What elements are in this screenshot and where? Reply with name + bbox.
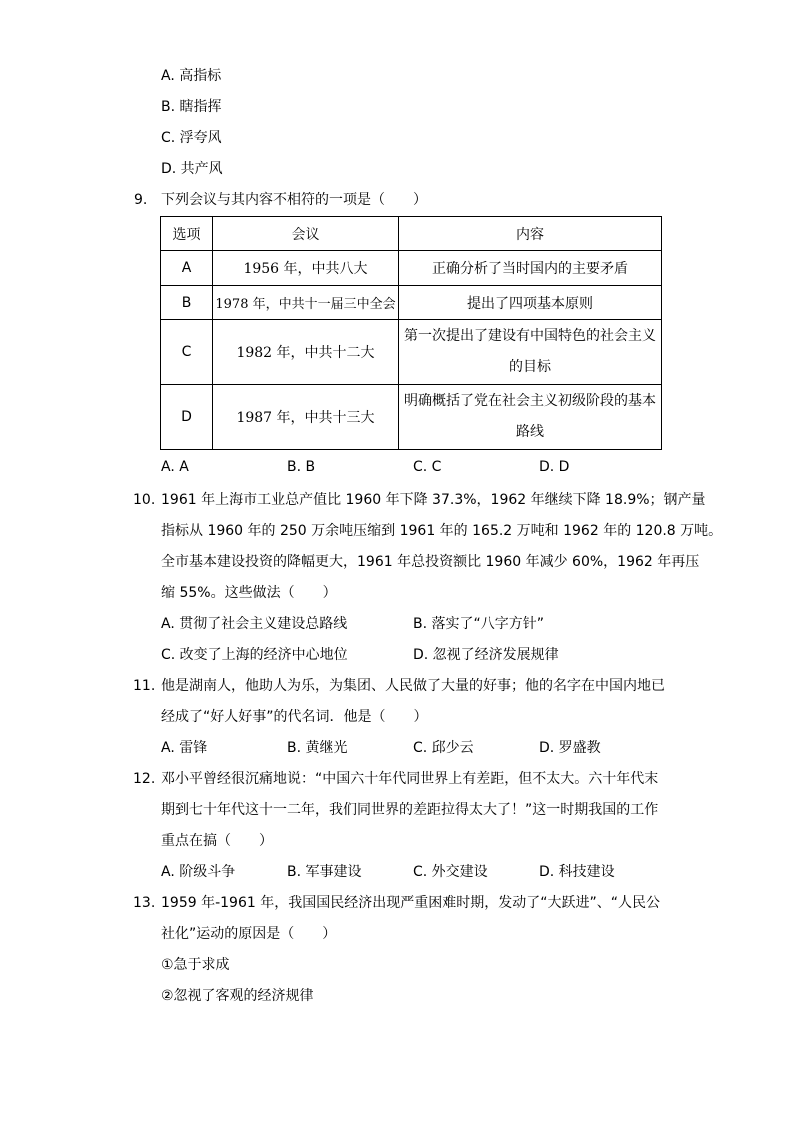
table-row: [161, 286, 662, 320]
table-cell-content-line: 的目标: [509, 359, 551, 375]
question-number: 12.: [133, 771, 156, 787]
q8-option-d: D. 共产风: [161, 161, 223, 177]
q9-option-c: C. C: [413, 459, 442, 475]
question-line: 重点在搞（ ）: [161, 833, 273, 849]
question-number: 9.: [134, 192, 148, 208]
q10-option-a: A. 贯彻了社会主义建设总路线: [161, 616, 348, 632]
question-line: 他是湖南人，他助人为乐，为集团、人民做了大量的好事；他的名字在中国内地已: [161, 678, 665, 694]
table-row: [161, 385, 662, 450]
q8-option-a: A. 高指标: [161, 68, 222, 84]
q12-option-a: A. 阶级斗争: [161, 864, 236, 880]
question-stem: 下列会议与其内容不相符的一项是（ ）: [161, 192, 427, 208]
question-number: 13.: [133, 895, 156, 911]
q10-option-c: C. 改变了上海的经济中心地位: [161, 647, 348, 663]
q8-option-c: C. 浮夸风: [161, 130, 222, 146]
q10-option-d: D. 忽视了经济发展规律: [413, 647, 559, 663]
q11-option-b: B. 黄继光: [287, 740, 348, 756]
q10-option-b: B. 落实了“八字方针”: [413, 616, 545, 632]
table-cell-meeting: 1956 年，中共八大: [213, 251, 399, 286]
table-cell-meeting: 1978 年，中共十一届三中全会: [213, 286, 399, 320]
table-cell-content-line: 明确概括了党在社会主义初级阶段的基本: [404, 393, 656, 409]
q9-option-a: A. A: [161, 459, 189, 475]
question-line: 社化”运动的原因是（ ）: [161, 926, 337, 942]
list-item: ②忽视了客观的经济规律: [161, 988, 314, 1004]
question-line: 全市基本建设投资的降幅更大，1961 年总投资额比 1960 年减少 60%，1962 年再压: [161, 554, 700, 570]
table-cell-content: 正确分析了当时国内的主要矛盾: [399, 251, 662, 286]
q11-option-c: C. 邱少云: [413, 740, 474, 756]
table-cell-content: [399, 320, 662, 385]
table-cell-content: 提出了四项基本原则: [399, 286, 662, 320]
table-cell-content-line: 路线: [516, 424, 544, 440]
question-line: 1959 年-1961 年，我国国民经济出现严重困难时期，发动了“大跃进”、“人民公: [161, 895, 660, 911]
table-row: [161, 251, 662, 286]
q11-option-d: D. 罗盛教: [539, 740, 601, 756]
table-header-meeting: 会议: [213, 217, 399, 251]
table-cell-meeting: 1982 年，中共十二大: [213, 320, 399, 385]
question-line: 指标从 1960 年的 250 万余吨压缩到 1961 年的 165.2 万吨和 1962 年的 120.8 万吨。: [161, 523, 723, 539]
q8-option-b: B. 瞎指挥: [161, 99, 222, 115]
table-cell-content-line: 第一次提出了建设有中国特色的社会主义: [404, 328, 656, 344]
question-line: 邓小平曾经很沉痛地说：“中国六十年代同世界上有差距，但不太大。六十年代末: [161, 771, 659, 787]
table-row: [161, 320, 662, 385]
q9-table: [160, 216, 662, 450]
question-number: 10.: [133, 492, 156, 508]
question-line: 经成了“好人好事”的代名词．他是（ ）: [161, 709, 428, 725]
question-line: 缩 55%。这些做法（ ）: [161, 585, 337, 601]
q9-option-d: D. D: [539, 459, 570, 475]
q12-option-d: D. 科技建设: [539, 864, 615, 880]
q11-option-a: A. 雷锋: [161, 740, 208, 756]
table-header-option: 选项: [161, 217, 213, 251]
q9-option-b: B. B: [287, 459, 316, 475]
table-header-content: 内容: [399, 217, 662, 251]
question-line: 期到七十年代这十一二年，我们同世界的差距拉得太大了！”这一时期我国的工作: [161, 802, 659, 818]
question-line: 1961 年上海市工业总产值比 1960 年下降 37.3%，1962 年继续下降 18.9%；钢产量: [161, 492, 706, 508]
table-cell-option: C: [161, 320, 213, 385]
table-cell-option: B: [161, 286, 213, 320]
question-number: 11.: [133, 678, 156, 694]
table-cell-option: A: [161, 251, 213, 286]
table-cell-content: [399, 385, 662, 450]
q12-option-c: C. 外交建设: [413, 864, 488, 880]
table-cell-meeting: 1987 年，中共十三大: [213, 385, 399, 450]
table-cell-option: D: [161, 385, 213, 450]
list-item: ①急于求成: [161, 957, 230, 973]
q12-option-b: B. 军事建设: [287, 864, 362, 880]
